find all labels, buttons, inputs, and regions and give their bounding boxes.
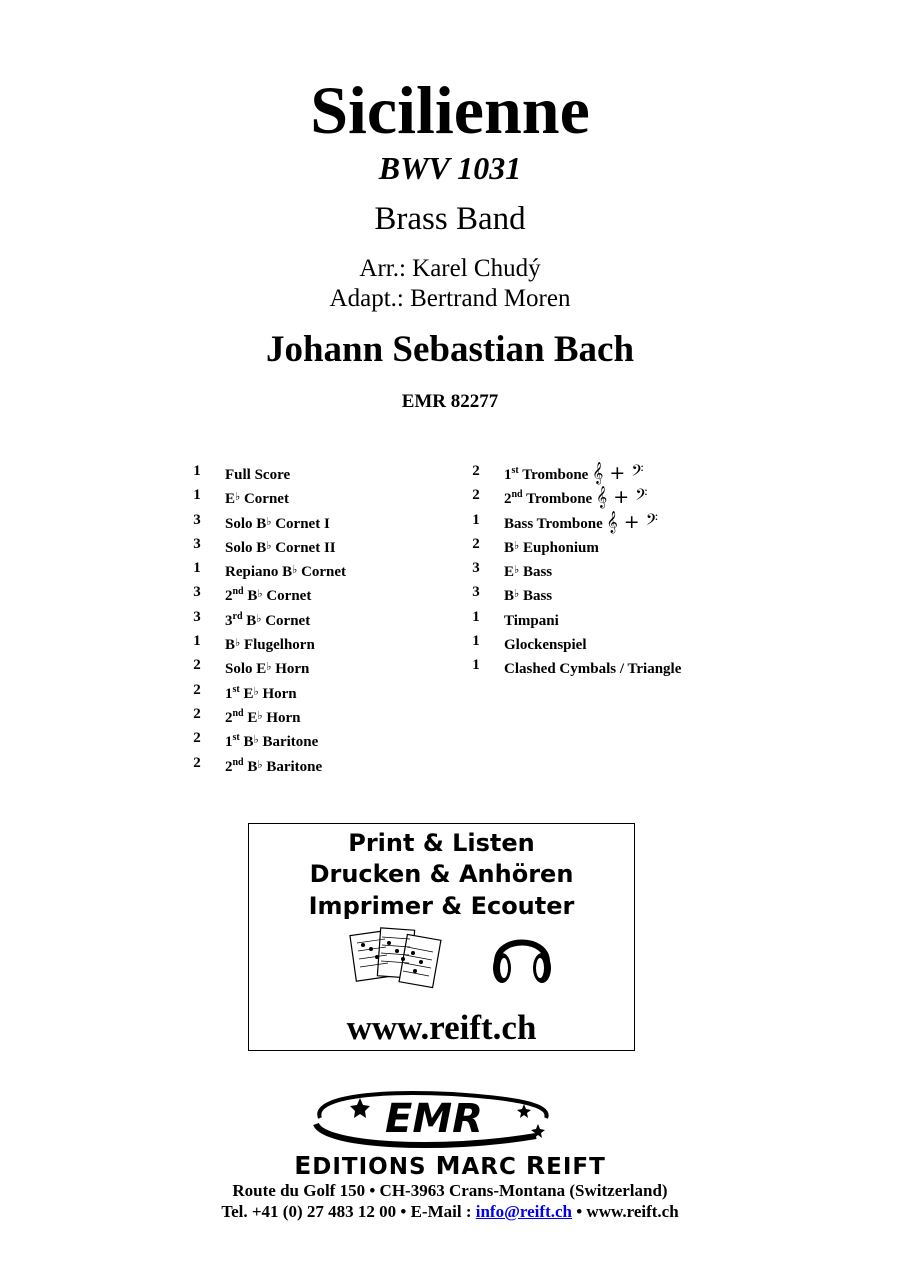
part-name: 2nd Trombone 𝄞 + 𝄢 [504,486,648,509]
part-row [190,751,440,775]
part-name: 2nd E♭ Horn [225,707,301,726]
part-row [190,532,440,556]
part-row [469,653,799,677]
part-name: E♭ Cornet [225,491,289,508]
parts-list-left [190,459,440,775]
part-quantity: 2 [193,730,201,747]
part-quantity: 1 [193,463,201,479]
part-name: Glockenspiel [504,637,587,654]
part-quantity: 1 [193,487,201,504]
ensemble-label: Brass Band [374,201,526,237]
emr-logo [302,1088,564,1152]
part-row [190,678,440,702]
part-quantity: 2 [472,535,480,552]
part-name: Repiano B♭ Cornet [225,564,347,581]
part-row [190,605,440,629]
part-row [469,629,799,653]
part-row [190,702,440,726]
promo-line-english: Print & Listen [348,829,535,857]
composer-name: Johann Sebastian Bach [265,329,635,370]
part-row [469,459,799,483]
part-row [469,508,799,532]
publisher-contact: Tel. +41 (0) 27 483 12 00 • E-Mail : info@reift.ch • www.reift.ch [221,1202,679,1221]
part-quantity: 2 [193,657,201,674]
publisher-address: Route du Golf 150 • CH-3963 Crans-Montana (Switzerland) [232,1181,668,1200]
part-quantity: 3 [472,560,480,577]
part-name: E♭ Bass [504,564,553,581]
clef-icon: 𝄞 + 𝄢 [592,462,644,484]
part-quantity: 2 [193,754,201,771]
piece-title: Sicilienne [310,72,590,148]
part-row [469,483,799,507]
part-name: 1st B♭ Baritone [225,732,319,751]
emr-logo-text: EMR [385,1096,483,1142]
part-row [190,459,440,483]
part-name: Timpani [504,612,559,629]
part-row [190,629,440,653]
part-row [469,580,799,604]
part-name: 2nd B♭ Baritone [225,756,323,775]
email-link[interactable]: info@reift.ch [475,1202,572,1221]
adapter-credit: Adapt.: Bertrand Moren [329,285,571,312]
part-name: 1st E♭ Horn [225,683,297,702]
catalogue-subtitle: BWV 1031 [378,150,522,186]
part-row [190,508,440,532]
part-name: B♭ Euphonium [504,539,599,556]
part-quantity: 3 [193,584,201,601]
publisher-name: EDITIONS MARC REIFT [294,1151,606,1180]
part-name: Clashed Cymbals / Triangle [504,661,682,678]
part-quantity: 2 [472,463,480,479]
part-name: 3rd B♭ Cornet [225,610,311,629]
promo-website: www.reift.ch [346,1008,537,1047]
part-row [190,653,440,677]
headphones-icon [489,922,555,988]
part-row [469,532,799,556]
part-quantity: 3 [193,608,201,625]
clef-icon: 𝄞 + 𝄢 [606,510,658,533]
part-quantity: 2 [193,705,201,722]
part-quantity: 1 [472,657,480,674]
part-row [469,605,799,629]
part-name: Full Score [225,467,291,483]
part-quantity: 3 [472,584,480,601]
part-row [190,726,440,750]
part-name: Bass Trombone 𝄞 + 𝄢 [504,510,658,533]
part-quantity: 2 [472,487,480,504]
part-name: 1st Trombone 𝄞 + 𝄢 [504,462,644,484]
part-quantity: 2 [193,681,201,698]
part-quantity: 3 [193,511,201,528]
part-quantity: 1 [472,608,480,625]
arranger-credit: Arr.: Karel Chudý [359,255,541,282]
part-name: B♭ Flugelhorn [225,637,315,654]
part-quantity: 3 [193,535,201,552]
part-name: 2nd B♭ Cornet [225,586,312,605]
part-name: Solo E♭ Horn [225,661,310,678]
promo-line-german: Drucken & Anhören [309,860,574,888]
part-row [190,556,440,580]
part-row [190,483,440,507]
part-name: B♭ Bass [504,588,553,605]
parts-list-right [469,459,799,678]
part-quantity: 1 [472,511,480,528]
catalog-number: EMR 82277 [401,391,499,412]
clef-icon: 𝄞 + 𝄢 [595,486,648,509]
part-quantity: 1 [472,633,480,650]
sheet-music-icon [349,925,443,995]
part-row [190,580,440,604]
part-quantity: 1 [193,560,201,577]
print-listen-box [248,823,635,1051]
part-name: Solo B♭ Cornet I [225,515,330,532]
part-row [469,556,799,580]
part-name: Solo B♭ Cornet II [225,539,336,556]
promo-line-french: Imprimer & Ecouter [308,892,575,920]
part-quantity: 1 [193,633,201,650]
